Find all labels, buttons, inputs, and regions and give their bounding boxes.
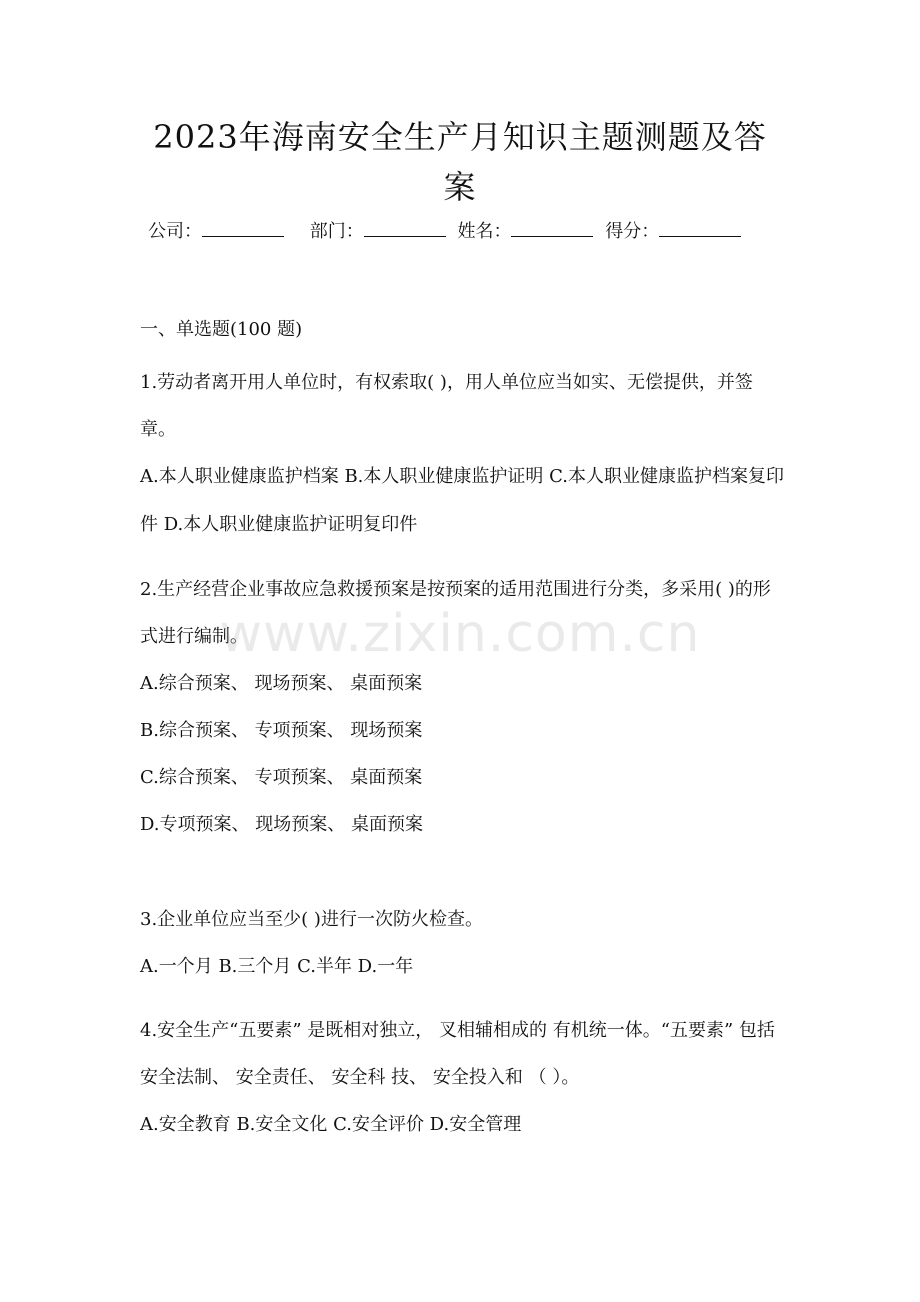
question-text: 2.生产经营企业事故应急救援预案是按预案的适用范围进行分类，多采用( )的形式进行编制。 xyxy=(140,579,771,647)
question-option: A.综合预案、 现场预案、 桌面预案 xyxy=(140,673,423,694)
field-name xyxy=(457,214,593,247)
question-text: 4.安全生产“五要素” 是既相对独立， 叉相辅相成的 有机统一体。“五要素” 包括安全法制、 安全责任、 安全科 技、 安全投入和 （ ）。 xyxy=(140,1020,775,1088)
question-text: 1.劳动者离开用人单位时，有权索取( )，用人单位应当如实、无偿提供，并签章。 xyxy=(140,372,753,440)
field-score xyxy=(605,214,741,247)
field-score-label: 得分： xyxy=(605,221,660,242)
field-name-blank[interactable] xyxy=(511,214,593,237)
question-2 xyxy=(140,566,786,848)
field-company-blank[interactable] xyxy=(202,214,284,237)
field-company-label: 公司： xyxy=(148,221,202,242)
info-fields xyxy=(148,214,747,247)
question-options: A.本人职业健康监护档案 B.本人职业健康监护证明 C.本人职业健康监护档案复印件 D.本人职业健康监护证明复印件 xyxy=(140,466,784,535)
section-heading: 一、单选题(100 题) xyxy=(140,319,303,340)
question-1 xyxy=(140,359,786,549)
question-list xyxy=(140,314,786,1165)
question-4 xyxy=(140,1007,786,1148)
field-department-blank[interactable] xyxy=(364,214,446,237)
question-option: C.综合预案、 专项预案、 桌面预案 xyxy=(140,767,423,788)
field-department-label: 部门： xyxy=(309,221,364,242)
question-option: D.专项预案、 现场预案、 桌面预案 xyxy=(140,814,423,835)
document-title: 2023年海南安全生产月知识主题测题及答案 xyxy=(153,118,767,206)
question-option: B.综合预案、 专项预案、 现场预案 xyxy=(140,720,423,741)
question-text: 3.企业单位应当至少( )进行一次防火检查。 xyxy=(140,909,483,930)
watermark-text: www.zixin.com.cn xyxy=(219,604,701,664)
field-department xyxy=(310,214,446,247)
field-company xyxy=(148,214,284,247)
question-3 xyxy=(140,896,786,990)
field-score-blank[interactable] xyxy=(659,214,741,237)
question-options: A.一个月 B.三个月 C.半年 D.一年 xyxy=(140,956,414,977)
field-name-label: 姓名： xyxy=(457,221,512,242)
question-options: A.安全教育 B.安全文化 C.安全评价 D.安全管理 xyxy=(140,1114,522,1135)
